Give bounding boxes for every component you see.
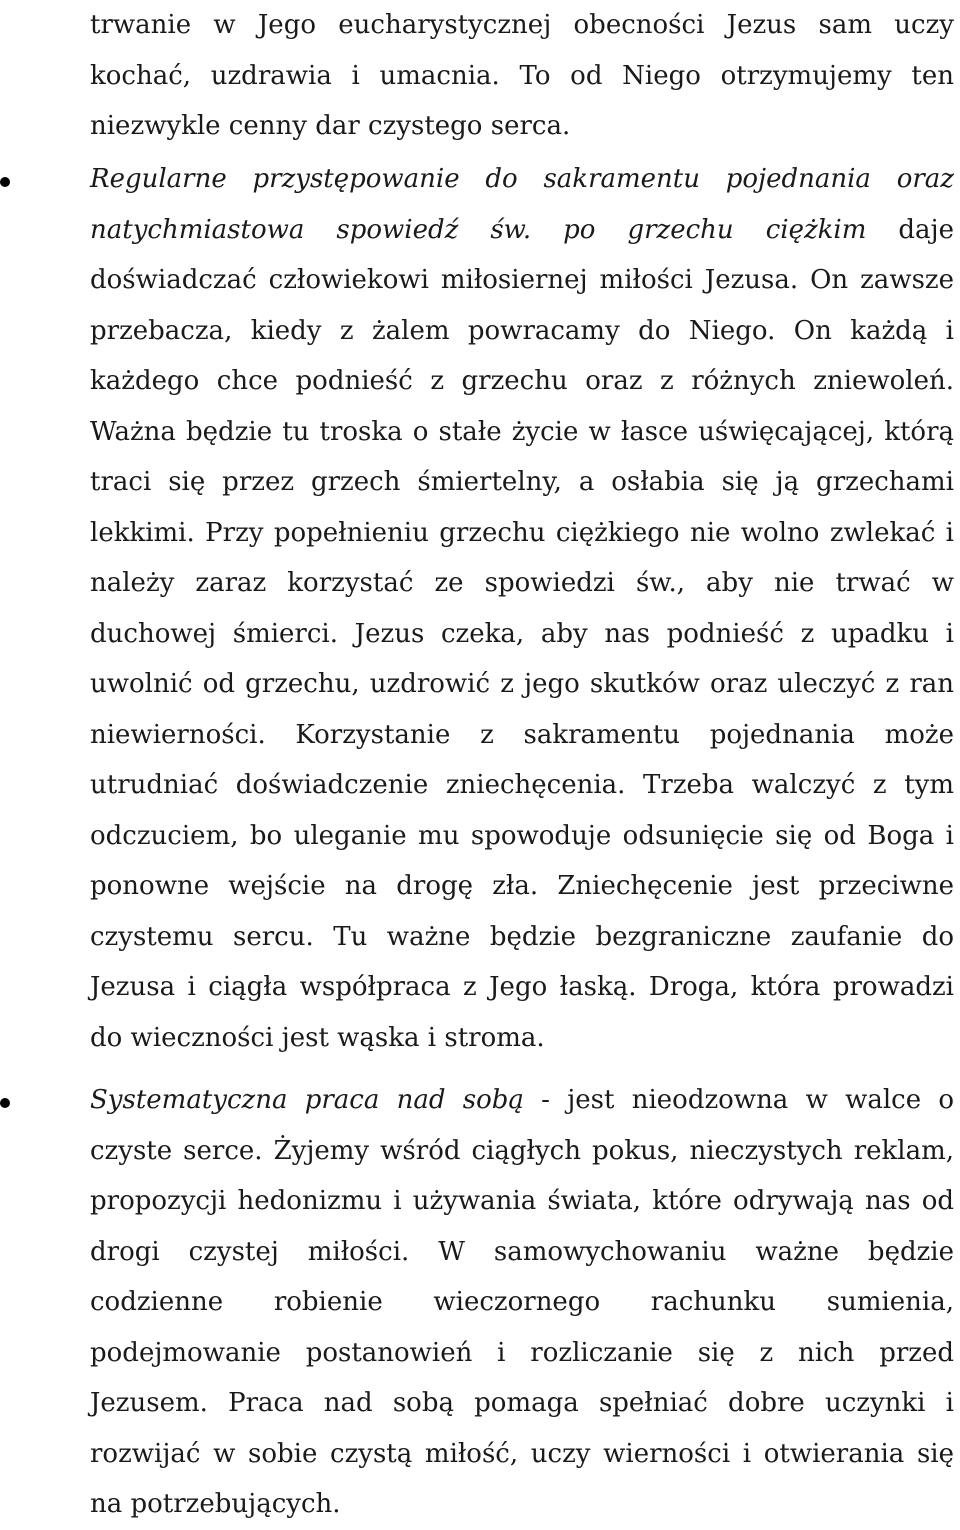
continuation-paragraph [90,0,954,152]
bullet-paragraph-sacrament [90,154,954,1063]
bullet-icon [0,177,10,187]
bullet-title-self-work: Systematyczna praca nad sobą [90,1085,524,1115]
bullet-body-sacrament: daje doświadczać człowiekowi miłosiernej miłości Jezusa. On zawsze przebacza, kiedy z żalem powracamy do Niego. On każdą i każdego chce podnieść z grzechu oraz z różnych zniewoleń. Ważna będzie tu troska o stałe życie w łasce uświęcającej, którą traci się przez grzech śmiertelny, a osłabia się ją grzechami lekkimi. Przy popełnieniu grzechu ciężkiego nie wolno zwlekać i należy zaraz korzystać ze spowiedzi św., aby nie trwać w duchowej śmierci. Jezus czeka, aby nas podnieść z upadku i uwolnić od grzechu, uzdrowić z jego skutków oraz uleczyć z ran niewierności. Korzystanie z sakramentu pojednania może utrudniać doświadczenie zniechęcenia. Trzeba walczyć z tym odczuciem, bo uleganie mu spowoduje odsunięcie się od Boga i ponowne wejście na drogę zła. Zniechęcenie jest przeciwne czystemu sercu. Tu ważne będzie bezgraniczne zaufanie do Jezusa i ciągła współpraca z Jego łaską. Droga, która prowadzi do wieczności jest wąska i stroma. [90,214,955,1053]
bullet-title-sacrament: Regularne przystępowanie do sakramentu pojednania oraz natychmiastowa spowiedź św. po grzechu ciężkim [90,164,954,245]
bullet-body-self-work: - jest nieodzowna w walce o czyste serce. Żyjemy wśród ciągłych pokus, nieczystych reklam, propozycji hedonizmu i używania świata, które odrywają nas od drogi czystej miłości. W samowychowaniu ważne będzie codzienne robienie wieczornego rachunku sumienia, podejmowanie postanowień i rozliczanie się z nich przed Jezusem. Praca nad sobą pomaga spełniać dobre uczynki i rozwijać w sobie czystą miłość, uczy wierności i otwierania się na potrzebujących. [90,1085,955,1519]
continuation-text: trwanie w Jego eucharystycznej obecności Jezus sam uczy kochać, uzdrawia i umacnia. To od Niego otrzymujemy ten niezwykle cenny dar czystego serca. [90,10,954,141]
bullet-paragraph-self-work [90,1075,954,1530]
bullet-icon [0,1098,10,1108]
